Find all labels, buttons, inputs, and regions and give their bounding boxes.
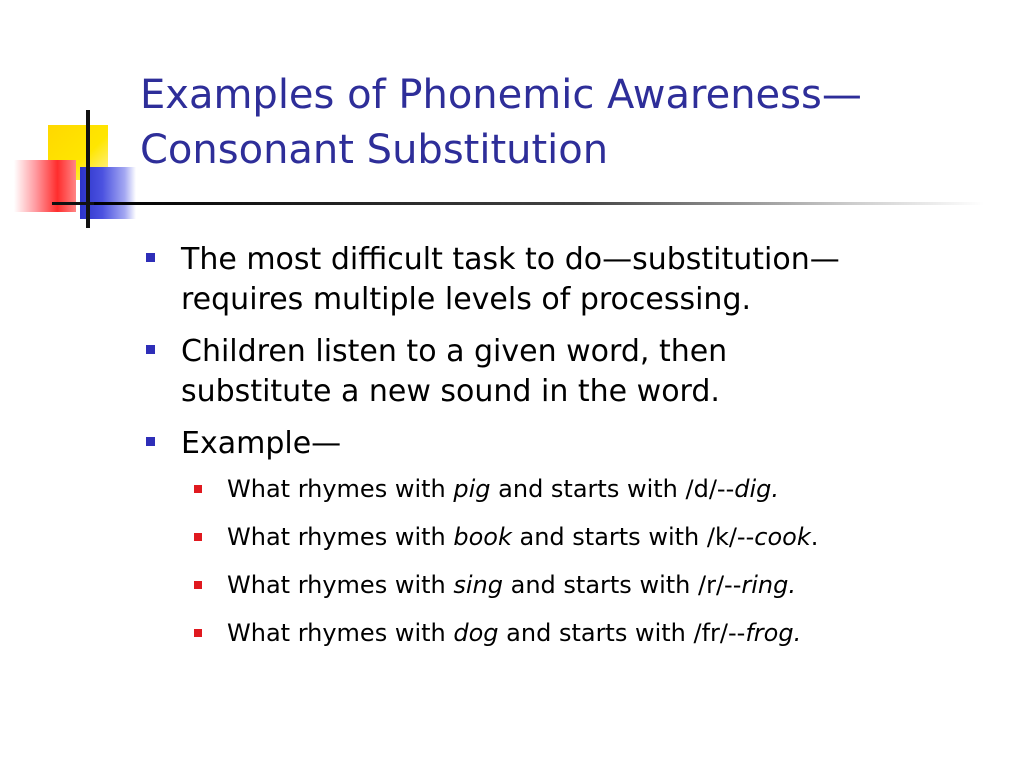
example-word: sing (453, 571, 503, 599)
title-line-2: Consonant Substitution (140, 127, 609, 173)
example-middle: and starts with /fr/-- (498, 619, 746, 647)
example-middle: and starts with /d/-- (490, 475, 735, 503)
example-item (192, 568, 1006, 602)
bullet-item (146, 332, 1006, 412)
example-word: pig (453, 475, 491, 503)
red-square-bullet-icon (194, 629, 202, 637)
red-square-bullet-icon (194, 485, 202, 493)
logo-vertical-line (86, 110, 90, 228)
slide-title (140, 68, 1010, 178)
example-answer: ring. (741, 571, 796, 599)
bullet-text-line: The most difficult task to do—substitution— (181, 242, 840, 277)
example-prefix: What rhymes with (227, 571, 454, 599)
bullet-item (146, 240, 1006, 320)
title-line-1: Examples of Phonemic Awareness— (140, 72, 862, 118)
bullet-text-line: Children listen to a given word, then (181, 334, 728, 369)
example-prefix: What rhymes with (227, 523, 454, 551)
title-underline (94, 202, 984, 205)
example-prefix: What rhymes with (227, 475, 454, 503)
example-item (192, 616, 1006, 650)
example-list (146, 472, 1006, 650)
example-answer: dig. (734, 475, 779, 503)
example-item (192, 472, 1006, 506)
example-answer: frog. (745, 619, 802, 647)
bullet-text-line: requires multiple levels of processing. (181, 282, 752, 317)
slide-body (146, 240, 1006, 664)
example-suffix: . (810, 523, 819, 551)
square-bullet-icon (146, 253, 155, 262)
square-bullet-icon (146, 437, 155, 446)
example-middle: and starts with /r/-- (503, 571, 742, 599)
logo-horizontal-line (52, 202, 96, 205)
example-item (192, 520, 1006, 554)
example-middle: and starts with /k/-- (511, 523, 755, 551)
red-square-bullet-icon (194, 533, 202, 541)
decorative-squares-logo (0, 100, 150, 230)
square-bullet-icon (146, 345, 155, 354)
example-word: book (453, 523, 512, 551)
bullet-item (146, 424, 1006, 464)
example-word: dog (453, 619, 499, 647)
bullet-text: Example— (181, 426, 342, 461)
example-answer: cook (754, 523, 811, 551)
bullet-text-line: substitute a new sound in the word. (181, 374, 720, 409)
red-square-bullet-icon (194, 581, 202, 589)
example-prefix: What rhymes with (227, 619, 454, 647)
